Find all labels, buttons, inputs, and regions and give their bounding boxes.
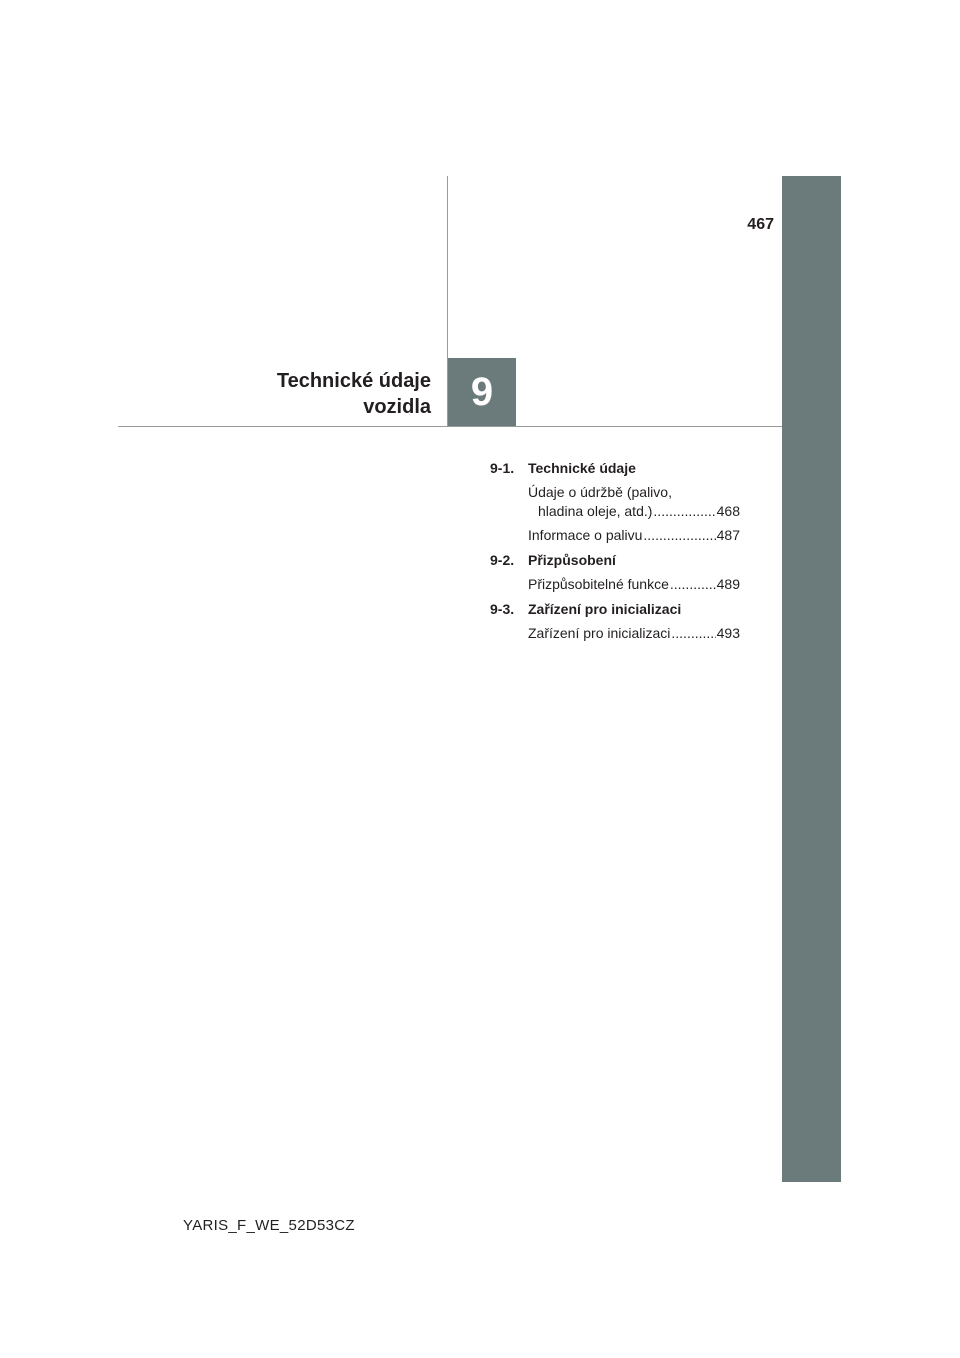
dot-leader bbox=[670, 575, 716, 594]
table-of-contents bbox=[490, 459, 740, 643]
horizontal-divider bbox=[118, 426, 782, 427]
toc-section-9-3[interactable] bbox=[490, 600, 740, 619]
entry-page: 468 bbox=[716, 503, 740, 519]
section-title: Přizpůsobení bbox=[528, 552, 616, 568]
section-number: 9-1. bbox=[490, 460, 515, 476]
document-code: YARIS_F_WE_52D53CZ bbox=[183, 1217, 355, 1234]
toc-entry-fuel-info[interactable] bbox=[528, 526, 740, 545]
entry-page: 489 bbox=[716, 576, 740, 592]
entry-page: 487 bbox=[716, 527, 740, 543]
dot-leader bbox=[653, 502, 715, 521]
chapter-number-box: 9 bbox=[448, 358, 516, 426]
section-title: Zařízení pro inicializaci bbox=[528, 601, 682, 617]
entry-text: Informace o palivu bbox=[528, 527, 643, 543]
section-number: 9-2. bbox=[490, 552, 515, 568]
chapter-title bbox=[200, 368, 431, 420]
dot-leader bbox=[643, 526, 715, 545]
entry-text: hladina oleje, atd.) bbox=[538, 503, 653, 519]
entry-page: 493 bbox=[716, 625, 740, 641]
toc-entry-maintenance-data[interactable] bbox=[528, 483, 740, 521]
entry-text: Přizpůsobitelné funkce bbox=[528, 576, 669, 592]
toc-section-9-2[interactable] bbox=[490, 551, 740, 570]
dot-leader bbox=[671, 624, 715, 643]
toc-entry-initialization-items[interactable] bbox=[528, 624, 740, 643]
toc-section-9-1[interactable] bbox=[490, 459, 740, 478]
page-number: 467 bbox=[747, 216, 774, 233]
chapter-side-tab bbox=[782, 176, 841, 1182]
toc-entry-customizable-functions[interactable] bbox=[528, 575, 740, 594]
chapter-title-line2: vozidla bbox=[363, 396, 431, 418]
entry-text-line1: Údaje o údržbě (palivo, bbox=[528, 484, 672, 500]
chapter-title-line1: Technické údaje bbox=[276, 370, 431, 392]
entry-text: Zařízení pro inicializaci bbox=[528, 625, 671, 641]
section-number: 9-3. bbox=[490, 601, 515, 617]
section-title: Technické údaje bbox=[528, 460, 636, 476]
